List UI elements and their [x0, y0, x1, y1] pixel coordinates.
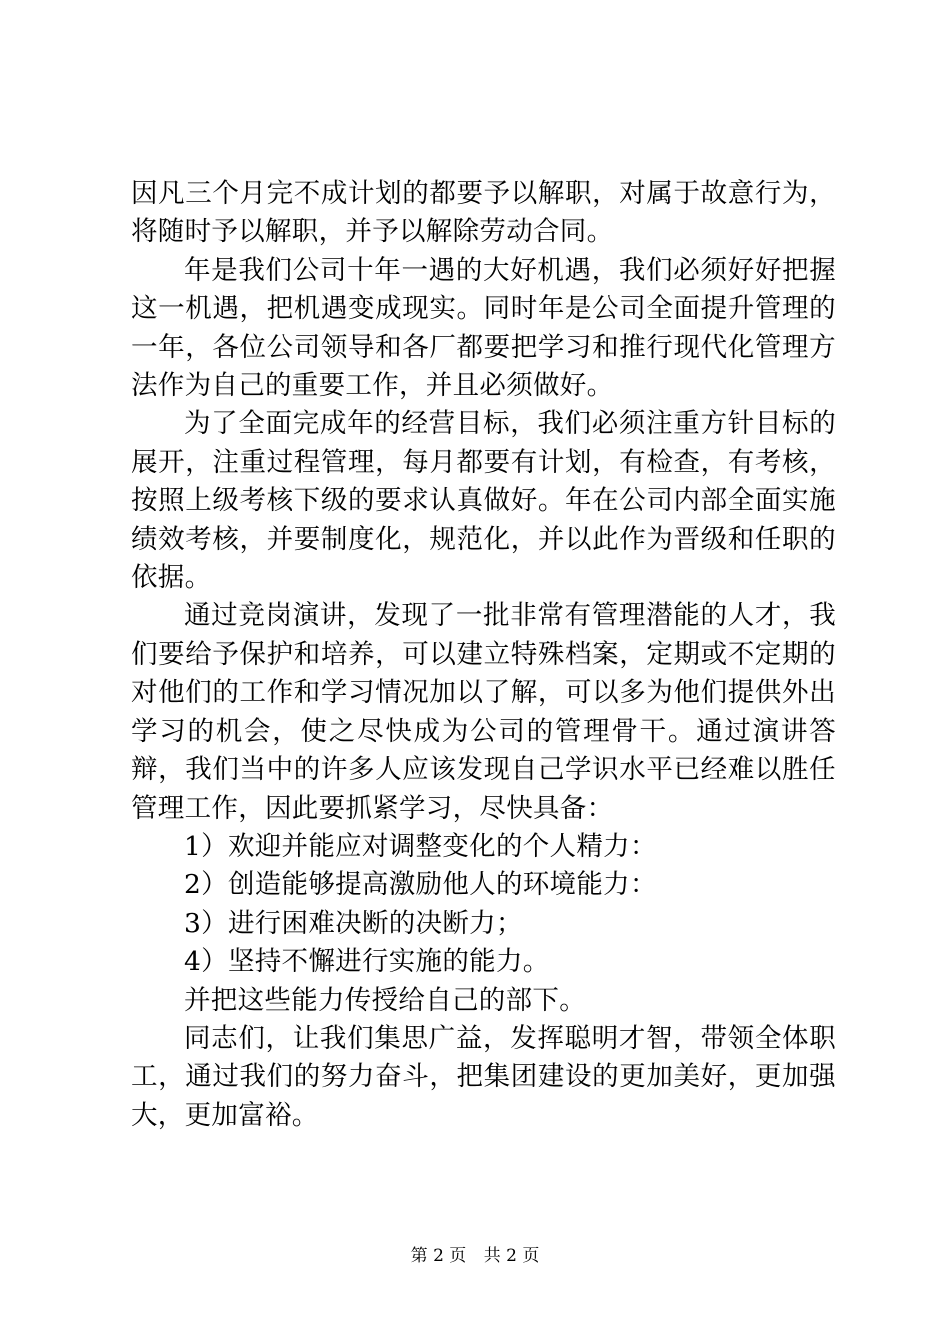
paragraph-business-goals: 为了全面完成年的经营目标，我们必须注重方针目标的展开，注重过程管理，每月都要有计划，有检查，有考核，按照上级考核下级的要求认真做好。年在公司内部全面实施绩效考核，并要制度化，规范化，并以此作为晋级和任职的依据。: [131, 408, 836, 594]
paragraph-continuation: 因凡三个月完不成计划的都要予以解职，对属于故意行为，将随时予以解职，并予以解除劳动合同。: [131, 178, 836, 248]
paragraph-pass-on: 并把这些能力传授给自己的部下。: [184, 984, 586, 1016]
page-footer: [0, 1244, 950, 1268]
paragraph-opportunity: 年是我们公司十年一遇的大好机遇，我们必须好好把握这一机遇，把机遇变成现实。同时年是公司全面提升管理的一年，各位公司领导和各厂都要把学习和推行现代化管理方法作为自己的重要工作，并且必须做好。: [131, 254, 836, 402]
document-body: [131, 175, 836, 1135]
list-item-3: 3）进行困难决断的决断力；: [184, 907, 523, 939]
list-item-2: 2）创造能够提高激励他人的环境能力：: [184, 869, 657, 901]
paragraph-talent-development: 通过竞岗演讲，发现了一批非常有管理潜能的人才，我们要给予保护和培养，可以建立特殊档案，定期或不定期的对他们的工作和学习情况加以了解，可以多为他们提供外出学习的机会，使之尽快成为公司的管理骨干。通过演讲答辩，我们当中的许多人应该发现自己学识水平已经难以胜任管理工作，因此要抓紧学习，尽快具备：: [131, 600, 836, 824]
page-number: 第 2 页: [410, 1246, 467, 1266]
paragraph-closing: 同志们，让我们集思广益，发挥聪明才智，带领全体职工，通过我们的努力奋斗，把集团建设的更加美好，更加强大，更加富裕。: [131, 1022, 836, 1131]
list-item-1: 1）欢迎并能应对调整变化的个人精力：: [184, 830, 657, 862]
list-item-4: 4）坚持不懈进行实施的能力。: [184, 946, 550, 978]
page-total: 共 2 页: [483, 1246, 540, 1266]
